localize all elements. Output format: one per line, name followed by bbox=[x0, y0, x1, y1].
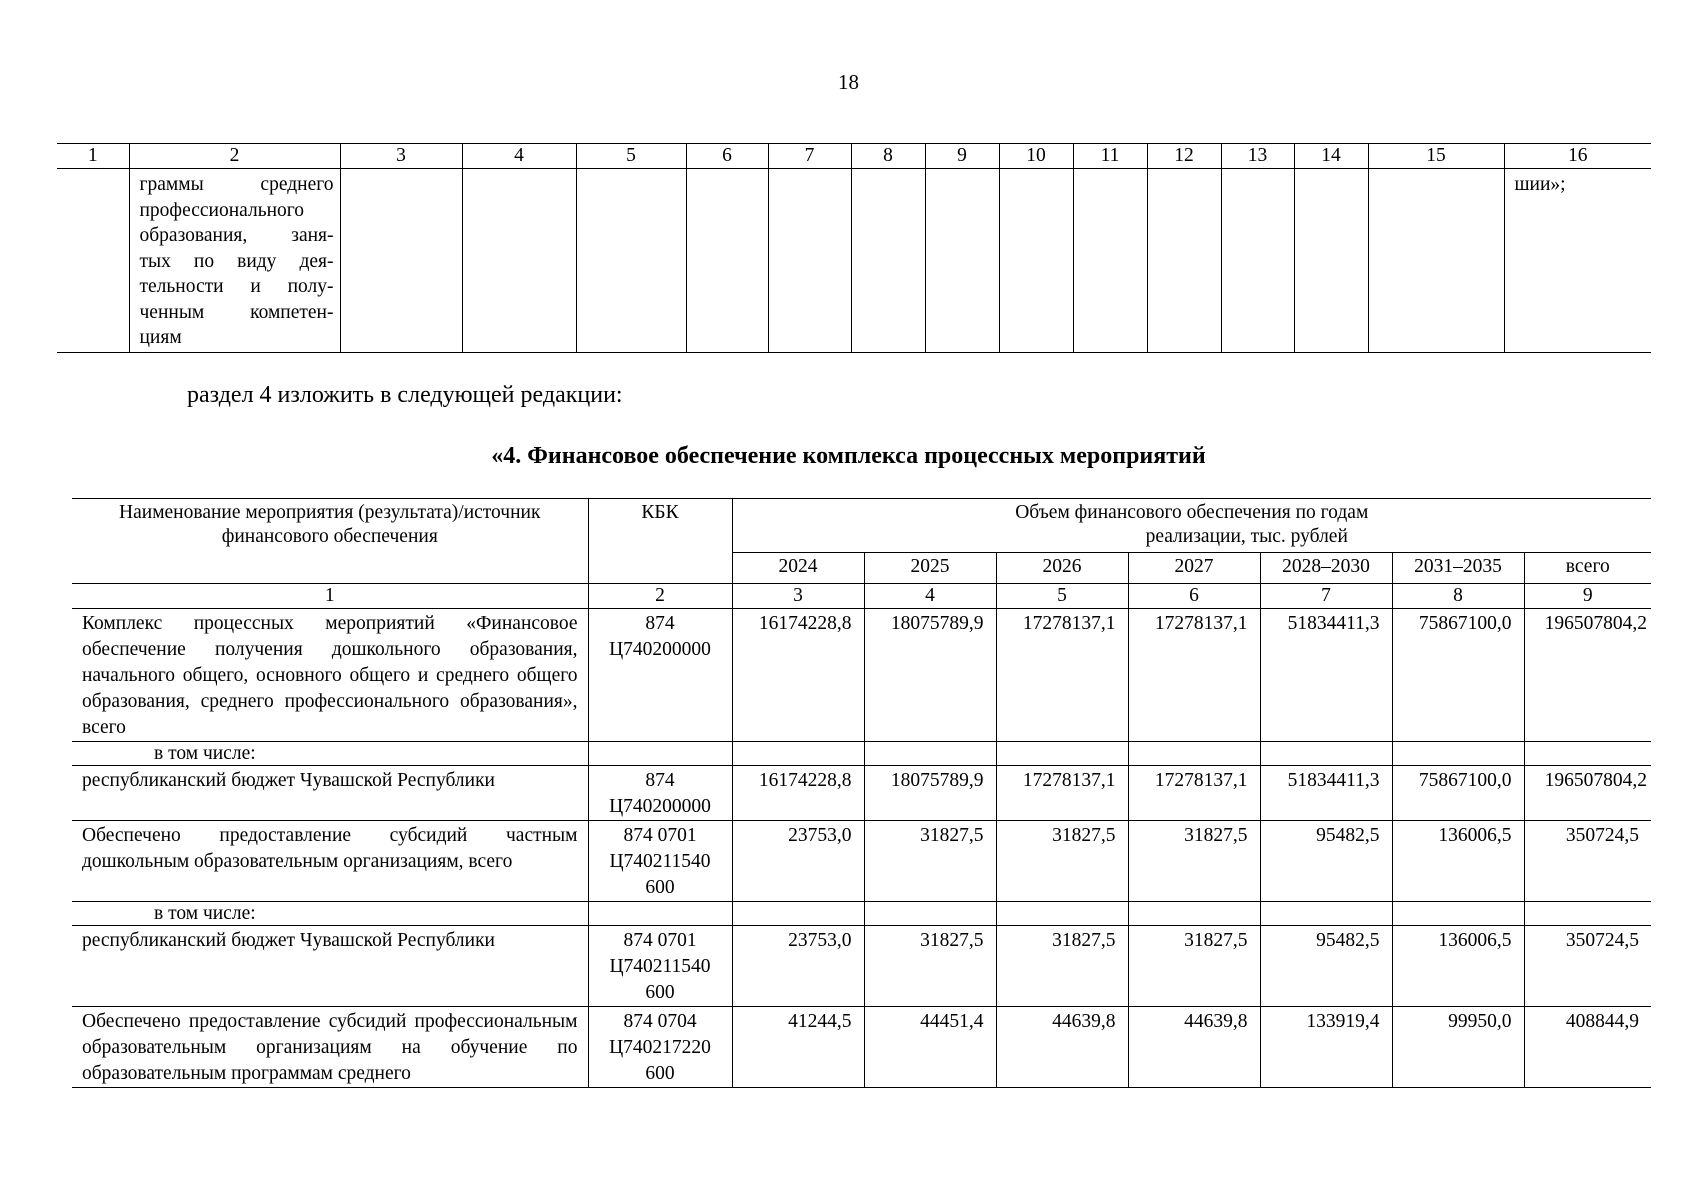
column-number-row bbox=[72, 584, 1651, 609]
row-name: Обеспечено предоставление субсидий профессиональным образовательным организациям на обучение по образовательным программам среднего bbox=[72, 1007, 588, 1088]
instruction-text: раздел 4 изложить в следующей редакции: bbox=[187, 382, 623, 408]
column-number: 6 bbox=[1128, 584, 1260, 609]
text-line: образования, заня- bbox=[139, 225, 334, 246]
kbk-line: 874 0701 bbox=[623, 825, 697, 846]
value-cell: 31827,5 bbox=[996, 926, 1128, 1007]
header-volume-cell bbox=[732, 499, 1651, 553]
value-cell: 31827,5 bbox=[864, 821, 996, 902]
kbk-line: 874 0701 bbox=[623, 930, 697, 951]
col-number: 5 bbox=[576, 144, 686, 169]
header-kbk-cell: КБК bbox=[588, 499, 732, 584]
value-cell: 16174228,8 bbox=[732, 609, 864, 742]
header-volume-line1: Объем финансового обеспечения по годам bbox=[1015, 502, 1369, 523]
column-number: 1 bbox=[72, 584, 588, 609]
text-line: профессионального bbox=[139, 199, 305, 221]
row-name: Обеспечено предоставление субсидий частным дошкольным образовательным организациям, всего bbox=[72, 821, 588, 902]
col-number: 14 bbox=[1294, 144, 1368, 169]
table-row bbox=[72, 766, 1651, 821]
year-header: 2025 bbox=[864, 552, 996, 583]
value-cell: 44639,8 bbox=[1128, 1007, 1260, 1088]
kbk-line: Ц740217220 bbox=[609, 1037, 711, 1058]
value-cell: 31827,5 bbox=[1128, 926, 1260, 1007]
text-line: тых по виду дея- bbox=[139, 250, 334, 272]
value-cell: 136006,5 bbox=[1392, 821, 1524, 902]
text-line: ченным компетен- bbox=[139, 301, 334, 323]
column-number: 4 bbox=[864, 584, 996, 609]
table-row bbox=[72, 821, 1651, 902]
value-cell: 41244,5 bbox=[732, 1007, 864, 1088]
value-cell: 17278137,1 bbox=[1128, 609, 1260, 742]
row-name: республиканский бюджет Чувашской Республики bbox=[72, 926, 588, 1007]
value-cell: 16174228,8 bbox=[732, 766, 864, 821]
col-number: 9 bbox=[925, 144, 999, 169]
value-cell: 350724,5 bbox=[1524, 926, 1651, 1007]
text-line: тельности и полу- bbox=[139, 276, 334, 297]
year-header: 2024 bbox=[732, 552, 864, 583]
table-row-subheader bbox=[72, 902, 1651, 926]
header-name-cell: Наименование мероприятия (результата)/источник финансового обеспечения bbox=[72, 499, 588, 584]
value-cell: 51834411,3 bbox=[1260, 609, 1392, 742]
row-name: республиканский бюджет Чувашской Республики bbox=[72, 766, 588, 821]
column-number: 2 bbox=[588, 584, 732, 609]
row-kbk bbox=[588, 1007, 732, 1088]
col-number: 15 bbox=[1368, 144, 1504, 169]
col-number: 1 bbox=[57, 144, 129, 169]
col-number: 10 bbox=[999, 144, 1073, 169]
column-number: 7 bbox=[1260, 584, 1392, 609]
value-cell: 18075789,9 bbox=[864, 766, 996, 821]
value-cell: 44451,4 bbox=[864, 1007, 996, 1088]
table-row bbox=[72, 609, 1651, 742]
value-cell: 95482,5 bbox=[1260, 821, 1392, 902]
kbk-line: 600 bbox=[645, 877, 675, 898]
continued-text-cell bbox=[129, 169, 340, 353]
value-cell: 23753,0 bbox=[732, 926, 864, 1007]
col-number: 13 bbox=[1221, 144, 1294, 169]
year-header: 2031–2035 bbox=[1392, 552, 1524, 583]
table-row bbox=[72, 926, 1651, 1007]
column-number: 5 bbox=[996, 584, 1128, 609]
kbk-line: 874 bbox=[645, 770, 675, 791]
col-number: 2 bbox=[129, 144, 340, 169]
continued-table-header-row bbox=[57, 144, 1651, 169]
kbk-line: 874 bbox=[645, 613, 675, 634]
value-cell: 196507804,2 bbox=[1524, 766, 1651, 821]
value-cell: 196507804,2 bbox=[1524, 609, 1651, 742]
col-number: 7 bbox=[768, 144, 851, 169]
header-volume-line2: реализации, тыс. рублей bbox=[1145, 526, 1348, 547]
page-number: 18 bbox=[838, 70, 859, 94]
kbk-line: Ц740200000 bbox=[609, 639, 711, 660]
kbk-line: 600 bbox=[645, 982, 675, 1003]
value-cell: 31827,5 bbox=[1128, 821, 1260, 902]
value-cell: 17278137,1 bbox=[996, 766, 1128, 821]
header-row-1 bbox=[72, 499, 1651, 553]
col-number: 12 bbox=[1147, 144, 1221, 169]
value-cell: 17278137,1 bbox=[996, 609, 1128, 742]
kbk-line: Ц740211540 bbox=[609, 851, 711, 872]
value-cell: 31827,5 bbox=[864, 926, 996, 1007]
value-cell: 99950,0 bbox=[1392, 1007, 1524, 1088]
continued-table-body-row bbox=[57, 169, 1651, 353]
row-kbk bbox=[588, 766, 732, 821]
text-line: циям bbox=[139, 327, 182, 348]
year-header: всего bbox=[1524, 552, 1651, 583]
col-number: 4 bbox=[462, 144, 576, 169]
col-number: 6 bbox=[686, 144, 768, 169]
col-number: 11 bbox=[1073, 144, 1147, 169]
col-number: 8 bbox=[851, 144, 925, 169]
value-cell: 136006,5 bbox=[1392, 926, 1524, 1007]
year-header: 2026 bbox=[996, 552, 1128, 583]
value-cell: 350724,5 bbox=[1524, 821, 1651, 902]
column-number: 9 bbox=[1524, 584, 1651, 609]
value-cell: 31827,5 bbox=[996, 821, 1128, 902]
kbk-line: Ц740200000 bbox=[609, 796, 711, 817]
value-cell: 95482,5 bbox=[1260, 926, 1392, 1007]
kbk-line: 874 0704 bbox=[623, 1011, 697, 1032]
kbk-line: 600 bbox=[645, 1063, 675, 1084]
table-row-subheader bbox=[72, 742, 1651, 766]
table-row bbox=[72, 1007, 1651, 1088]
column-number: 3 bbox=[732, 584, 864, 609]
value-cell: 408844,9 bbox=[1524, 1007, 1651, 1088]
row-kbk bbox=[588, 926, 732, 1007]
year-header: 2027 bbox=[1128, 552, 1260, 583]
financing-table bbox=[72, 498, 1651, 1088]
value-cell: 17278137,1 bbox=[1128, 766, 1260, 821]
value-cell: 133919,4 bbox=[1260, 1007, 1392, 1088]
kbk-line: Ц740211540 bbox=[609, 956, 711, 977]
value-cell: 44639,8 bbox=[996, 1007, 1128, 1088]
col-number: 3 bbox=[340, 144, 462, 169]
value-cell: 75867100,0 bbox=[1392, 609, 1524, 742]
text-line: граммы среднего bbox=[139, 174, 334, 195]
row-name: Комплекс процессных мероприятий «Финансовое обеспечение получения дошкольного образования, начального общего, основного общего и среднего общего образования, среднего профессионального образования», всего bbox=[72, 609, 588, 742]
row-subheader: в том числе: bbox=[72, 742, 588, 766]
col-number: 16 bbox=[1504, 144, 1651, 169]
value-cell: 51834411,3 bbox=[1260, 766, 1392, 821]
row-kbk bbox=[588, 609, 732, 742]
row-kbk bbox=[588, 821, 732, 902]
section-title: «4. Финансовое обеспечение комплекса процессных мероприятий bbox=[491, 443, 1206, 469]
year-header: 2028–2030 bbox=[1260, 552, 1392, 583]
value-cell: 75867100,0 bbox=[1392, 766, 1524, 821]
continued-text-cell-16: шии»; bbox=[1504, 169, 1651, 353]
column-number: 8 bbox=[1392, 584, 1524, 609]
row-subheader: в том числе: bbox=[72, 902, 588, 926]
value-cell: 18075789,9 bbox=[864, 609, 996, 742]
continued-table bbox=[57, 143, 1651, 353]
value-cell: 23753,0 bbox=[732, 821, 864, 902]
